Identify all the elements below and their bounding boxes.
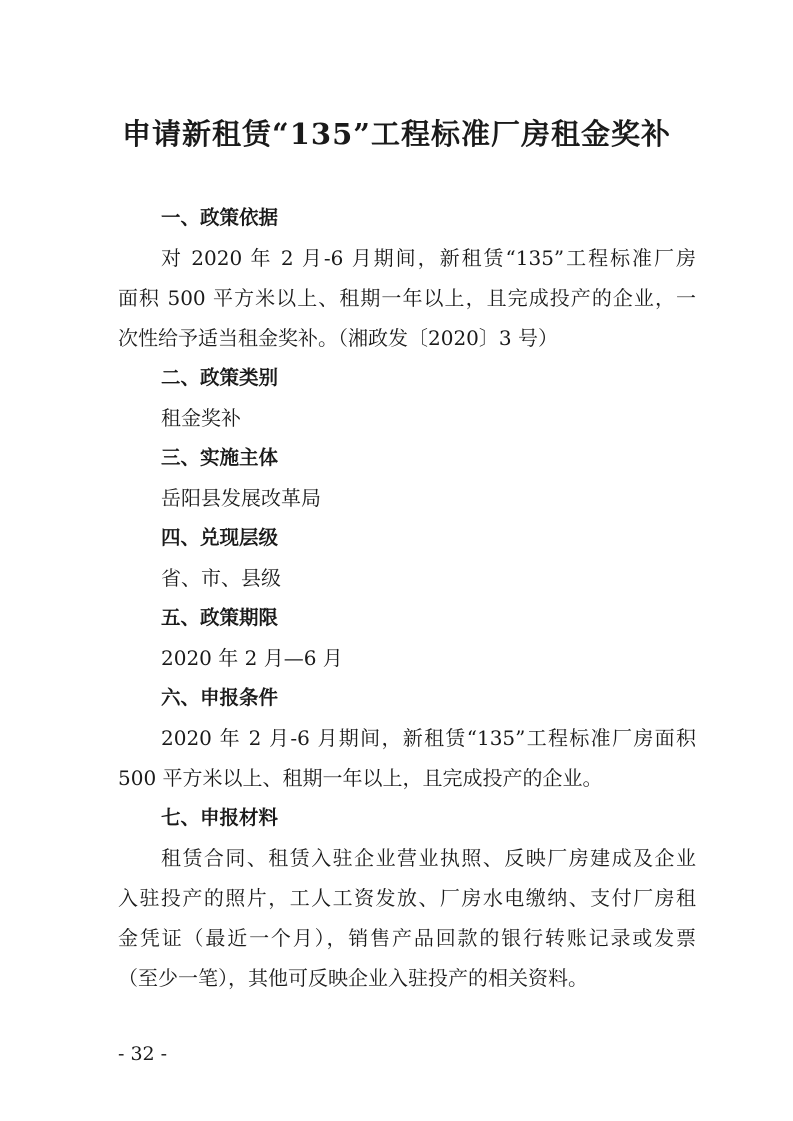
paragraph-line: 金凭证（最近一个月），销售产品回款的银行转账记录或发票: [118, 926, 696, 950]
section-heading-application-materials: 七、申报材料: [161, 806, 279, 829]
paragraph-line: 2020 年 2 月—6 月: [161, 646, 343, 670]
paragraph-line: （至少一笔），其他可反映企业入驻投产的相关资料。: [118, 966, 588, 990]
paragraph-line: 2020 年 2 月-6 月期间，新租赁“135”工程标准厂房面积: [161, 726, 696, 750]
page-number: - 32 -: [118, 1043, 168, 1065]
section-heading-policy-category: 二、政策类别: [161, 366, 279, 389]
section-heading-fulfillment-level: 四、兑现层级: [161, 526, 279, 549]
document-body: [118, 198, 696, 998]
paragraph-line: 面积 500 平方米以上、租期一年以上，且完成投产的企业，一: [118, 286, 696, 310]
paragraph-line: 租赁合同、租赁入驻企业营业执照、反映厂房建成及企业: [161, 846, 696, 870]
paragraph-line: 岳阳县发展改革局: [161, 486, 321, 510]
paragraph-line: 省、市、县级: [161, 566, 281, 590]
paragraph-line: 500 平方米以上、租期一年以上，且完成投产的企业。: [118, 766, 603, 790]
section-heading-application-conditions: 六、申报条件: [161, 686, 279, 709]
section-heading-policy-basis: 一、政策依据: [161, 206, 279, 229]
paragraph-line: 次性给予适当租金奖补。（湘政发〔2020〕3 号）: [118, 326, 558, 350]
paragraph-line: 租金奖补: [161, 406, 241, 430]
paragraph-line: 对 2020 年 2 月-6 月期间，新租赁“135”工程标准厂房: [161, 246, 696, 270]
page-title: 申请新租赁“135”工程标准厂房租金奖补: [122, 117, 671, 151]
section-heading-implementing-body: 三、实施主体: [161, 446, 279, 469]
paragraph-line: 入驻投产的照片，工人工资发放、厂房水电缴纳、支付厂房租: [118, 886, 696, 910]
section-heading-policy-period: 五、政策期限: [161, 606, 279, 629]
